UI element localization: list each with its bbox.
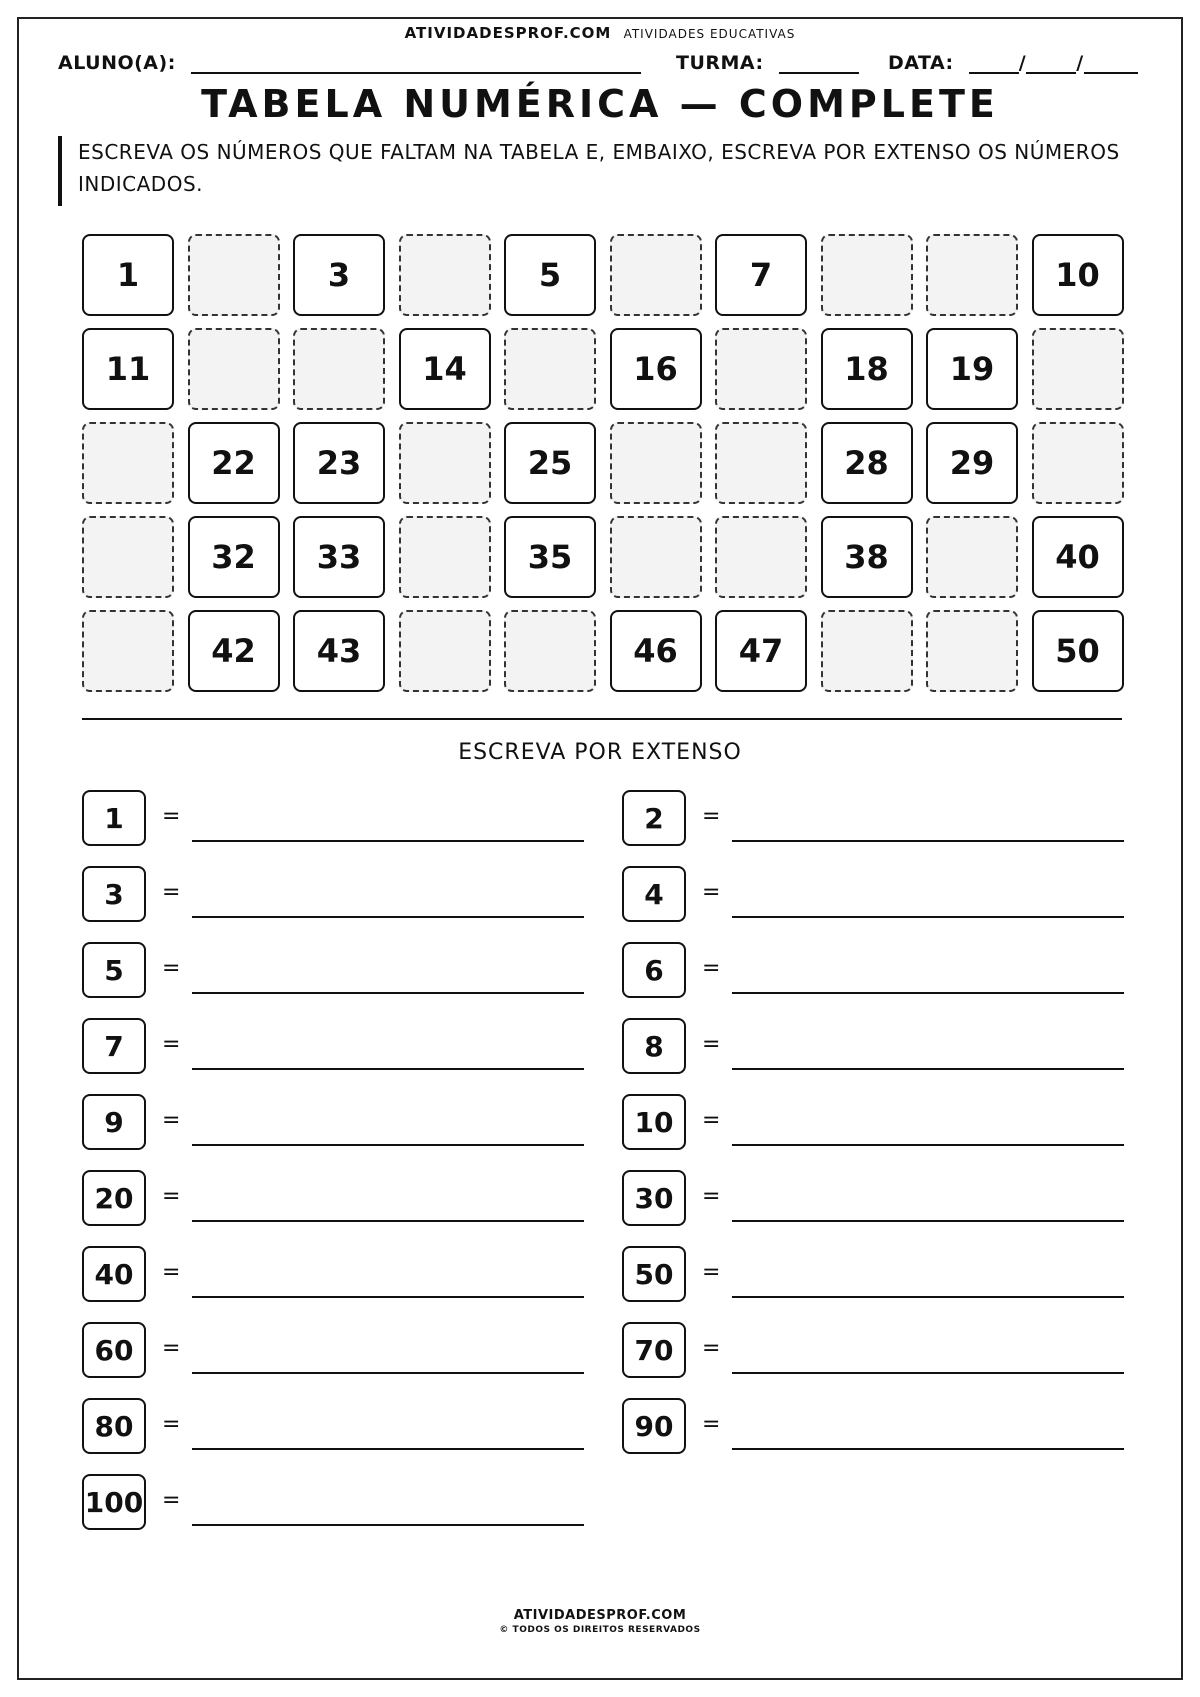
table-cell-blank[interactable] <box>610 234 702 316</box>
table-cell: 16 <box>610 328 702 410</box>
equals-sign: = <box>702 1260 721 1285</box>
table-cell: 1 <box>82 234 174 316</box>
site-subtitle: ATIVIDADES EDUCATIVAS <box>623 27 796 41</box>
table-cell: 3 <box>293 234 385 316</box>
table-cell-blank[interactable] <box>1032 328 1124 410</box>
table-cell: 23 <box>293 422 385 504</box>
number-box: 2 <box>622 790 686 846</box>
number-box: 30 <box>622 1170 686 1226</box>
year-blank[interactable] <box>1084 54 1138 74</box>
answer-line[interactable] <box>192 916 584 918</box>
table-cell: 33 <box>293 516 385 598</box>
table-cell-blank[interactable] <box>715 516 807 598</box>
table-cell-blank[interactable] <box>715 328 807 410</box>
table-cell: 50 <box>1032 610 1124 692</box>
equals-sign: = <box>162 956 181 981</box>
equals-sign: = <box>162 1260 181 1285</box>
number-box: 4 <box>622 866 686 922</box>
table-cell: 19 <box>926 328 1018 410</box>
number-box: 6 <box>622 942 686 998</box>
footer <box>0 1608 1200 1635</box>
table-cell: 47 <box>715 610 807 692</box>
footer-site: ATIVIDADESPROF.COM <box>513 1608 687 1623</box>
answer-line[interactable] <box>192 1372 584 1374</box>
table-cell-blank[interactable] <box>399 422 491 504</box>
number-box: 60 <box>82 1322 146 1378</box>
table-cell: 32 <box>188 516 280 598</box>
table-cell-blank[interactable] <box>399 610 491 692</box>
number-box: 5 <box>82 942 146 998</box>
table-cell-blank[interactable] <box>926 234 1018 316</box>
data-label: DATA: <box>888 52 954 74</box>
table-cell: 42 <box>188 610 280 692</box>
table-cell: 7 <box>715 234 807 316</box>
equals-sign: = <box>702 1032 721 1057</box>
aluno-blank[interactable] <box>191 54 641 74</box>
table-cell-blank[interactable] <box>715 422 807 504</box>
number-box: 1 <box>82 790 146 846</box>
answer-line[interactable] <box>732 840 1124 842</box>
turma-blank[interactable] <box>779 54 859 74</box>
answer-line[interactable] <box>192 1144 584 1146</box>
table-cell-blank[interactable] <box>610 516 702 598</box>
turma-label: TURMA: <box>676 52 764 74</box>
table-cell-blank[interactable] <box>821 610 913 692</box>
month-blank[interactable] <box>1026 54 1076 74</box>
footer-copyright: © TODOS OS DIREITOS RESERVADOS <box>499 1625 701 1635</box>
number-box: 70 <box>622 1322 686 1378</box>
answer-line[interactable] <box>732 1144 1124 1146</box>
site-name: ATIVIDADESPROF.COM <box>404 24 612 42</box>
equals-sign: = <box>702 1108 721 1133</box>
number-box: 9 <box>82 1094 146 1150</box>
table-cell-blank[interactable] <box>293 328 385 410</box>
number-box: 3 <box>82 866 146 922</box>
answer-line[interactable] <box>192 840 584 842</box>
table-cell-blank[interactable] <box>610 422 702 504</box>
answer-line[interactable] <box>192 992 584 994</box>
equals-sign: = <box>162 880 181 905</box>
answer-line[interactable] <box>732 992 1124 994</box>
table-cell: 5 <box>504 234 596 316</box>
number-box: 7 <box>82 1018 146 1074</box>
table-cell-blank[interactable] <box>399 234 491 316</box>
equals-sign: = <box>162 1032 181 1057</box>
answer-line[interactable] <box>732 1372 1124 1374</box>
aluno-label: ALUNO(A): <box>58 52 176 74</box>
table-cell: 40 <box>1032 516 1124 598</box>
turma-field[interactable] <box>676 52 859 74</box>
table-cell: 46 <box>610 610 702 692</box>
table-cell: 14 <box>399 328 491 410</box>
answer-line[interactable] <box>192 1068 584 1070</box>
instructions: ESCREVA OS NÚMEROS QUE FALTAM NA TABELA E, EMBAIXO, ESCREVA POR EXTENSO OS NÚMEROS INDICADOS. <box>58 136 1138 206</box>
table-cell-blank[interactable] <box>82 422 174 504</box>
equals-sign: = <box>702 880 721 905</box>
equals-sign: = <box>162 1108 181 1133</box>
answer-line[interactable] <box>732 1296 1124 1298</box>
number-box: 40 <box>82 1246 146 1302</box>
date-separator: / <box>1018 52 1027 74</box>
table-cell: 22 <box>188 422 280 504</box>
table-cell-blank[interactable] <box>82 610 174 692</box>
table-cell-blank[interactable] <box>926 610 1018 692</box>
number-box: 50 <box>622 1246 686 1302</box>
equals-sign: = <box>702 1184 721 1209</box>
table-cell: 35 <box>504 516 596 598</box>
page-title: TABELA NUMÉRICA — COMPLETE <box>201 82 999 126</box>
equals-sign: = <box>702 1336 721 1361</box>
answer-line[interactable] <box>732 1220 1124 1222</box>
divider <box>82 718 1122 720</box>
table-cell-blank[interactable] <box>188 328 280 410</box>
number-box: 10 <box>622 1094 686 1150</box>
table-cell: 10 <box>1032 234 1124 316</box>
site-header <box>0 24 1200 42</box>
table-cell: 29 <box>926 422 1018 504</box>
table-cell: 38 <box>821 516 913 598</box>
equals-sign: = <box>702 804 721 829</box>
equals-sign: = <box>162 804 181 829</box>
day-blank[interactable] <box>969 54 1019 74</box>
equals-sign: = <box>162 1336 181 1361</box>
number-box: 90 <box>622 1398 686 1454</box>
answer-line[interactable] <box>732 1448 1124 1450</box>
table-cell: 18 <box>821 328 913 410</box>
equals-sign: = <box>162 1412 181 1437</box>
table-cell-blank[interactable] <box>188 234 280 316</box>
data-field[interactable] <box>888 52 1138 74</box>
number-box: 8 <box>622 1018 686 1074</box>
table-cell: 11 <box>82 328 174 410</box>
equals-sign: = <box>702 956 721 981</box>
table-cell: 28 <box>821 422 913 504</box>
answer-line[interactable] <box>192 1448 584 1450</box>
table-cell-blank[interactable] <box>926 516 1018 598</box>
equals-sign: = <box>702 1412 721 1437</box>
aluno-field[interactable] <box>58 52 641 74</box>
answer-line[interactable] <box>732 916 1124 918</box>
answer-line[interactable] <box>192 1220 584 1222</box>
table-cell-blank[interactable] <box>1032 422 1124 504</box>
answer-line[interactable] <box>192 1524 584 1526</box>
table-cell: 25 <box>504 422 596 504</box>
number-box: 80 <box>82 1398 146 1454</box>
table-cell-blank[interactable] <box>504 328 596 410</box>
table-cell-blank[interactable] <box>821 234 913 316</box>
equals-sign: = <box>162 1184 181 1209</box>
table-cell: 43 <box>293 610 385 692</box>
answer-line[interactable] <box>192 1296 584 1298</box>
equals-sign: = <box>162 1488 181 1513</box>
section-title: ESCREVA POR EXTENSO <box>458 740 742 765</box>
answer-line[interactable] <box>732 1068 1124 1070</box>
table-cell-blank[interactable] <box>82 516 174 598</box>
number-box: 100 <box>82 1474 146 1530</box>
table-cell-blank[interactable] <box>399 516 491 598</box>
table-cell-blank[interactable] <box>504 610 596 692</box>
number-box: 20 <box>82 1170 146 1226</box>
date-separator: / <box>1076 52 1084 74</box>
